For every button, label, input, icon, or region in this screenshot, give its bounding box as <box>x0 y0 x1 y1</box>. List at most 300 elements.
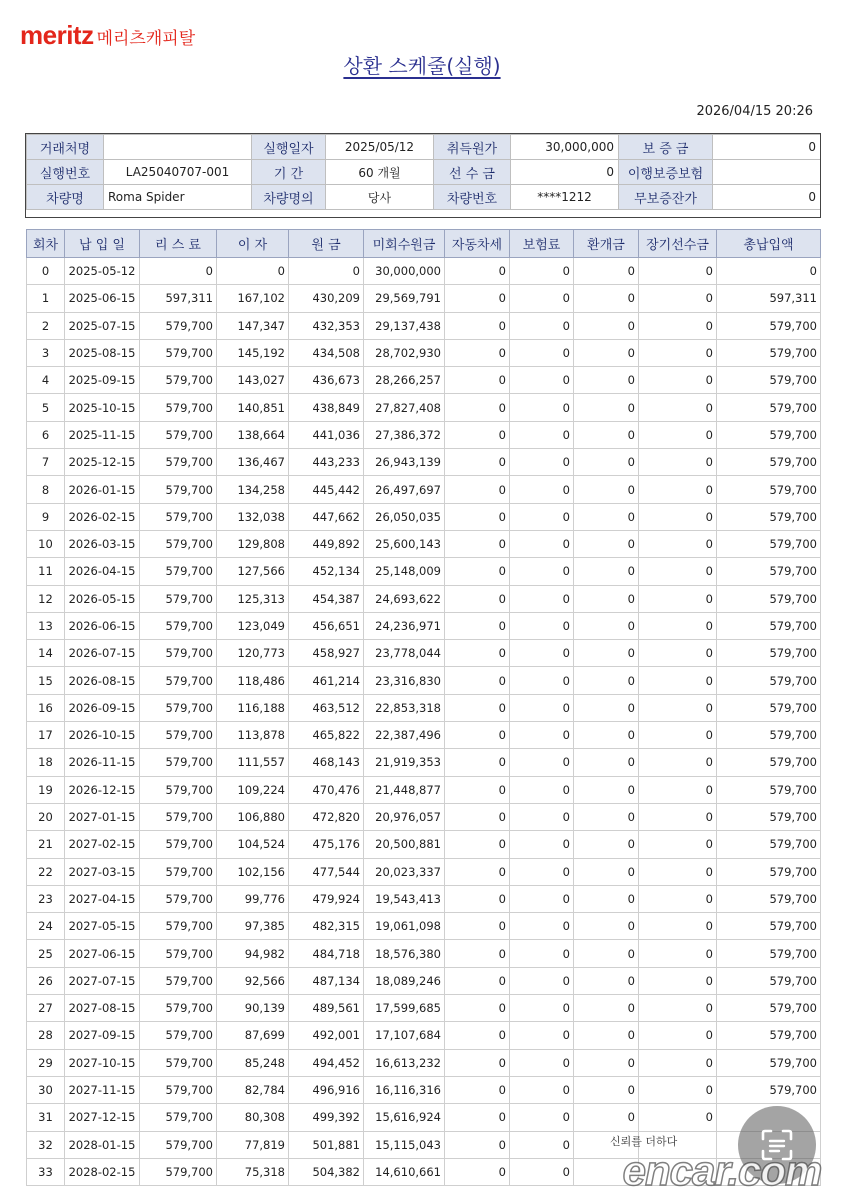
table-cell: 0 <box>510 476 574 503</box>
table-cell: 5 <box>27 394 65 421</box>
table-cell: 26 <box>27 967 65 994</box>
table-cell: 0 <box>639 530 717 557</box>
table-cell: 0 <box>639 585 717 612</box>
table-cell: 2027-01-15 <box>65 803 140 830</box>
table-cell: 579,700 <box>140 1049 217 1076</box>
table-cell: 167,102 <box>217 285 289 312</box>
table-cell: 9 <box>27 503 65 530</box>
table-row <box>27 995 821 1022</box>
table-cell: 0 <box>445 995 510 1022</box>
table-cell: 143,027 <box>217 367 289 394</box>
table-cell: 0 <box>639 803 717 830</box>
table-cell: 0 <box>445 831 510 858</box>
table-cell: 2028-02-15 <box>65 1158 140 1185</box>
table-cell: 15,115,043 <box>364 1131 445 1158</box>
table-cell: 25,600,143 <box>364 530 445 557</box>
table-cell: 26,943,139 <box>364 449 445 476</box>
table-row <box>27 640 821 667</box>
table-cell: 0 <box>445 885 510 912</box>
table-cell: 0 <box>574 667 639 694</box>
table-row <box>27 885 821 912</box>
table-cell: 0 <box>639 749 717 776</box>
table-cell: 2026-08-15 <box>65 667 140 694</box>
table-cell: 579,700 <box>717 967 821 994</box>
table-cell: 0 <box>574 367 639 394</box>
table-cell: 0 <box>639 776 717 803</box>
table-cell: 579,700 <box>140 449 217 476</box>
table-cell: 97,385 <box>217 913 289 940</box>
table-row <box>27 530 821 557</box>
table-cell: 18,089,246 <box>364 967 445 994</box>
table-cell: 27 <box>27 995 65 1022</box>
table-cell: 0 <box>574 694 639 721</box>
info-label: 취득원가 <box>434 135 511 160</box>
table-cell: 0 <box>510 421 574 448</box>
table-cell: 147,347 <box>217 312 289 339</box>
table-cell: 22,387,496 <box>364 722 445 749</box>
table-row <box>27 476 821 503</box>
table-row <box>27 585 821 612</box>
table-cell: 2027-07-15 <box>65 967 140 994</box>
table-cell: 579,700 <box>140 585 217 612</box>
table-cell: 2027-04-15 <box>65 885 140 912</box>
table-cell: 0 <box>510 885 574 912</box>
info-value: Roma Spider <box>104 185 252 210</box>
table-cell: 0 <box>510 722 574 749</box>
table-cell: 2026-01-15 <box>65 476 140 503</box>
table-cell: 0 <box>574 476 639 503</box>
table-cell: 0 <box>574 1076 639 1103</box>
table-cell: 2026-06-15 <box>65 612 140 639</box>
table-row <box>27 967 821 994</box>
table-cell: 579,700 <box>717 995 821 1022</box>
table-cell: 0 <box>639 694 717 721</box>
table-cell: 499,392 <box>289 1104 364 1131</box>
table-cell: 2028-01-15 <box>65 1131 140 1158</box>
table-cell: 0 <box>639 967 717 994</box>
table-cell: 2025-06-15 <box>65 285 140 312</box>
info-label: 차량번호 <box>434 185 511 210</box>
table-cell: 14 <box>27 640 65 667</box>
table-cell: 445,442 <box>289 476 364 503</box>
table-cell: 579,700 <box>717 503 821 530</box>
table-cell: 2026-03-15 <box>65 530 140 557</box>
table-cell: 477,544 <box>289 858 364 885</box>
table-cell: 0 <box>445 503 510 530</box>
table-cell: 0 <box>574 967 639 994</box>
table-cell: 2026-02-15 <box>65 503 140 530</box>
table-cell: 472,820 <box>289 803 364 830</box>
table-cell: 2027-05-15 <box>65 913 140 940</box>
table-cell: 30 <box>27 1076 65 1103</box>
table-cell: 579,700 <box>140 367 217 394</box>
table-cell: 28,702,930 <box>364 339 445 366</box>
table-row <box>27 1049 821 1076</box>
table-cell: 29,137,438 <box>364 312 445 339</box>
table-cell: 0 <box>574 612 639 639</box>
info-row <box>27 160 821 185</box>
table-cell: 2025-10-15 <box>65 394 140 421</box>
table-cell: 492,001 <box>289 1022 364 1049</box>
table-cell: 118,486 <box>217 667 289 694</box>
table-cell: 0 <box>639 421 717 448</box>
table-cell: 0 <box>445 530 510 557</box>
table-cell: 461,214 <box>289 667 364 694</box>
table-cell: 75,318 <box>217 1158 289 1185</box>
table-cell: 0 <box>445 967 510 994</box>
table-cell: 0 <box>510 967 574 994</box>
schedule-column-header: 총납입액 <box>717 230 821 258</box>
table-cell: 482,315 <box>289 913 364 940</box>
table-cell: 579,700 <box>717 640 821 667</box>
table-cell: 23 <box>27 885 65 912</box>
table-cell: 579,700 <box>140 995 217 1022</box>
table-cell: 27,827,408 <box>364 394 445 421</box>
table-cell: 0 <box>510 367 574 394</box>
table-cell: 0 <box>510 394 574 421</box>
table-cell: 21,448,877 <box>364 776 445 803</box>
table-row <box>27 312 821 339</box>
table-cell: 14,610,661 <box>364 1158 445 1185</box>
table-cell: 0 <box>510 913 574 940</box>
info-value: 0 <box>713 135 821 160</box>
table-cell: 579,700 <box>717 1022 821 1049</box>
table-row <box>27 503 821 530</box>
table-cell: 0 <box>639 1022 717 1049</box>
table-row <box>27 449 821 476</box>
table-cell: 579,700 <box>717 858 821 885</box>
info-value: 0 <box>511 160 619 185</box>
table-cell: 2027-03-15 <box>65 858 140 885</box>
table-cell: 0 <box>510 312 574 339</box>
table-row <box>27 803 821 830</box>
table-row <box>27 394 821 421</box>
table-cell: 87,699 <box>217 1022 289 1049</box>
table-cell: 0 <box>510 503 574 530</box>
table-cell: 24,693,622 <box>364 585 445 612</box>
table-cell: 579,700 <box>717 776 821 803</box>
table-cell: 0 <box>510 1022 574 1049</box>
table-cell: 17 <box>27 722 65 749</box>
table-cell: 2025-11-15 <box>65 421 140 448</box>
table-cell: 0 <box>574 995 639 1022</box>
table-cell: 579,700 <box>140 612 217 639</box>
table-cell: 16 <box>27 694 65 721</box>
schedule-column-header: 미회수원금 <box>364 230 445 258</box>
table-cell: 0 <box>445 476 510 503</box>
table-cell: 579,700 <box>717 913 821 940</box>
table-cell: 579,700 <box>717 885 821 912</box>
info-label: 이행보증보험 <box>619 160 713 185</box>
table-cell: 463,512 <box>289 694 364 721</box>
table-cell: 22,853,318 <box>364 694 445 721</box>
table-cell: 579,700 <box>140 1104 217 1131</box>
table-cell: 2026-11-15 <box>65 749 140 776</box>
table-cell: 0 <box>574 722 639 749</box>
table-cell: 111,557 <box>217 749 289 776</box>
table-cell: 0 <box>445 258 510 285</box>
table-cell: 28 <box>27 1022 65 1049</box>
table-cell: 0 <box>639 940 717 967</box>
table-cell: 26,050,035 <box>364 503 445 530</box>
table-cell: 579,700 <box>140 803 217 830</box>
table-cell: 0 <box>510 1076 574 1103</box>
schedule-column-header: 환개금 <box>574 230 639 258</box>
table-cell: 0 <box>574 803 639 830</box>
table-cell: 2025-05-12 <box>65 258 140 285</box>
table-row <box>27 558 821 585</box>
table-cell: 0 <box>445 1049 510 1076</box>
info-value: LA25040707-001 <box>104 160 252 185</box>
table-cell: 579,700 <box>140 667 217 694</box>
table-cell: 0 <box>510 1131 574 1158</box>
table-cell: 579,700 <box>140 503 217 530</box>
table-cell: 6 <box>27 421 65 448</box>
table-cell: 20 <box>27 803 65 830</box>
table-cell: 16,116,316 <box>364 1076 445 1103</box>
table-cell: 579,700 <box>140 530 217 557</box>
table-cell: 0 <box>445 694 510 721</box>
table-cell: 25,148,009 <box>364 558 445 585</box>
table-cell: 30,000,000 <box>364 258 445 285</box>
table-cell: 8 <box>27 476 65 503</box>
schedule-column-header: 보험료 <box>510 230 574 258</box>
table-cell: 0 <box>574 858 639 885</box>
table-cell: 2027-12-15 <box>65 1104 140 1131</box>
table-cell: 0 <box>574 885 639 912</box>
table-cell: 21 <box>27 831 65 858</box>
table-cell: 4 <box>27 367 65 394</box>
table-row <box>27 367 821 394</box>
table-cell: 2027-06-15 <box>65 940 140 967</box>
table-cell: 0 <box>574 1049 639 1076</box>
table-row <box>27 667 821 694</box>
table-cell: 0 <box>445 1022 510 1049</box>
table-cell: 23,778,044 <box>364 640 445 667</box>
table-cell: 0 <box>639 449 717 476</box>
table-cell: 0 <box>510 339 574 366</box>
table-cell: 2026-12-15 <box>65 776 140 803</box>
table-cell: 0 <box>510 694 574 721</box>
table-cell: 0 <box>639 667 717 694</box>
table-cell: 0 <box>639 722 717 749</box>
table-cell: 579,700 <box>140 558 217 585</box>
table-row <box>27 913 821 940</box>
table-cell: 0 <box>445 585 510 612</box>
table-row <box>27 421 821 448</box>
table-cell: 0 <box>639 367 717 394</box>
table-cell: 136,467 <box>217 449 289 476</box>
table-cell: 0 <box>510 640 574 667</box>
table-cell: 29,569,791 <box>364 285 445 312</box>
table-cell: 127,566 <box>217 558 289 585</box>
table-cell: 0 <box>639 339 717 366</box>
table-cell: 0 <box>510 831 574 858</box>
table-cell: 0 <box>445 1076 510 1103</box>
table-cell: 579,700 <box>717 367 821 394</box>
table-cell: 0 <box>574 776 639 803</box>
table-cell: 475,176 <box>289 831 364 858</box>
table-cell: 15 <box>27 667 65 694</box>
table-cell: 33 <box>27 1158 65 1185</box>
table-cell: 0 <box>574 585 639 612</box>
table-cell: 579,700 <box>717 421 821 448</box>
table-cell: 0 <box>639 995 717 1022</box>
table-cell: 106,880 <box>217 803 289 830</box>
table-cell: 0 <box>445 421 510 448</box>
table-cell: 430,209 <box>289 285 364 312</box>
table-cell: 120,773 <box>217 640 289 667</box>
table-cell: 0 <box>639 285 717 312</box>
table-cell: 2025-09-15 <box>65 367 140 394</box>
table-cell: 0 <box>574 503 639 530</box>
overlay-caption: 신뢰를 더하다 <box>610 1135 678 1148</box>
schedule-column-header: 원 금 <box>289 230 364 258</box>
table-cell: 0 <box>445 858 510 885</box>
table-cell: 2027-08-15 <box>65 995 140 1022</box>
info-label: 무보증잔가 <box>619 185 713 210</box>
table-cell: 579,700 <box>717 558 821 585</box>
table-cell: 0 <box>510 995 574 1022</box>
info-label: 선 수 금 <box>434 160 511 185</box>
table-cell: 579,700 <box>140 749 217 776</box>
table-cell: 0 <box>510 558 574 585</box>
table-cell: 458,927 <box>289 640 364 667</box>
table-cell: 12 <box>27 585 65 612</box>
table-row <box>27 612 821 639</box>
table-cell: 494,452 <box>289 1049 364 1076</box>
table-row <box>27 285 821 312</box>
table-cell: 0 <box>510 258 574 285</box>
table-cell: 0 <box>639 503 717 530</box>
table-cell: 0 <box>639 312 717 339</box>
table-cell: 92,566 <box>217 967 289 994</box>
table-cell: 438,849 <box>289 394 364 421</box>
table-cell: 0 <box>217 258 289 285</box>
table-cell: 0 <box>574 913 639 940</box>
table-cell: 1 <box>27 285 65 312</box>
table-cell: 90,139 <box>217 995 289 1022</box>
table-cell: 2026-09-15 <box>65 694 140 721</box>
table-cell: 0 <box>574 258 639 285</box>
table-cell: 0 <box>574 1104 639 1131</box>
table-cell: 82,784 <box>217 1076 289 1103</box>
table-cell: 465,822 <box>289 722 364 749</box>
table-cell: 2025-07-15 <box>65 312 140 339</box>
table-cell: 0 <box>445 1158 510 1185</box>
info-value: 60 개월 <box>326 160 434 185</box>
page-title: 상환 스케줄(실행) <box>343 54 501 78</box>
table-cell: 2027-11-15 <box>65 1076 140 1103</box>
table-cell: 20,023,337 <box>364 858 445 885</box>
table-cell: 2027-10-15 <box>65 1049 140 1076</box>
schedule-column-header: 회차 <box>27 230 65 258</box>
company-logo <box>20 20 195 50</box>
table-cell: 579,700 <box>717 940 821 967</box>
table-cell: 436,673 <box>289 367 364 394</box>
table-cell: 0 <box>510 749 574 776</box>
table-row <box>27 749 821 776</box>
table-cell: 0 <box>574 449 639 476</box>
table-cell: 28,266,257 <box>364 367 445 394</box>
table-cell: 3 <box>27 339 65 366</box>
print-datetime: 2026/04/15 20:26 <box>696 104 813 119</box>
table-row <box>27 776 821 803</box>
table-cell: 0 <box>445 640 510 667</box>
table-cell: 454,387 <box>289 585 364 612</box>
table-cell: 24 <box>27 913 65 940</box>
table-cell: 23,316,830 <box>364 667 445 694</box>
table-cell: 0 <box>140 258 217 285</box>
table-cell: 17,599,685 <box>364 995 445 1022</box>
table-cell: 77,819 <box>217 1131 289 1158</box>
table-cell: 432,353 <box>289 312 364 339</box>
table-cell: 579,700 <box>140 858 217 885</box>
table-cell: 11 <box>27 558 65 585</box>
table-cell: 504,382 <box>289 1158 364 1185</box>
table-cell: 20,976,057 <box>364 803 445 830</box>
table-cell: 0 <box>510 585 574 612</box>
logo-korean: 메리츠캐피탈 <box>96 29 196 49</box>
table-cell: 0 <box>574 339 639 366</box>
table-cell: 0 <box>510 667 574 694</box>
table-cell: 579,700 <box>717 339 821 366</box>
contract-info-table <box>26 134 821 210</box>
table-cell: 0 <box>639 612 717 639</box>
table-cell: 134,258 <box>217 476 289 503</box>
table-cell: 579,700 <box>717 449 821 476</box>
table-cell: 145,192 <box>217 339 289 366</box>
table-cell: 125,313 <box>217 585 289 612</box>
logo-english: meritz <box>20 20 94 50</box>
table-cell: 0 <box>510 612 574 639</box>
table-cell: 109,224 <box>217 776 289 803</box>
info-label: 기 간 <box>252 160 326 185</box>
table-cell: 13 <box>27 612 65 639</box>
table-cell: 2027-09-15 <box>65 1022 140 1049</box>
table-cell: 0 <box>445 612 510 639</box>
table-cell: 32 <box>27 1131 65 1158</box>
table-cell: 99,776 <box>217 885 289 912</box>
table-cell: 0 <box>510 1104 574 1131</box>
table-cell: 579,700 <box>140 394 217 421</box>
table-cell: 21,919,353 <box>364 749 445 776</box>
table-row <box>27 722 821 749</box>
table-cell: 579,700 <box>140 1131 217 1158</box>
table-cell: 579,700 <box>717 667 821 694</box>
table-cell: 470,476 <box>289 776 364 803</box>
table-row <box>27 694 821 721</box>
table-cell: 579,700 <box>717 831 821 858</box>
table-cell: 0 <box>445 749 510 776</box>
table-row <box>27 940 821 967</box>
table-cell: 27,386,372 <box>364 421 445 448</box>
table-cell: 579,700 <box>140 1076 217 1103</box>
table-cell: 113,878 <box>217 722 289 749</box>
table-cell: 19,543,413 <box>364 885 445 912</box>
table-cell: 0 <box>445 722 510 749</box>
table-cell: 2025-08-15 <box>65 339 140 366</box>
table-cell: 0 <box>510 449 574 476</box>
table-cell: 579,700 <box>140 421 217 448</box>
table-cell: 579,700 <box>140 312 217 339</box>
table-cell: 80,308 <box>217 1104 289 1131</box>
table-cell: 0 <box>510 1158 574 1185</box>
table-cell: 0 <box>445 776 510 803</box>
table-cell: 579,700 <box>140 940 217 967</box>
table-cell: 579,700 <box>717 312 821 339</box>
table-cell: 132,038 <box>217 503 289 530</box>
